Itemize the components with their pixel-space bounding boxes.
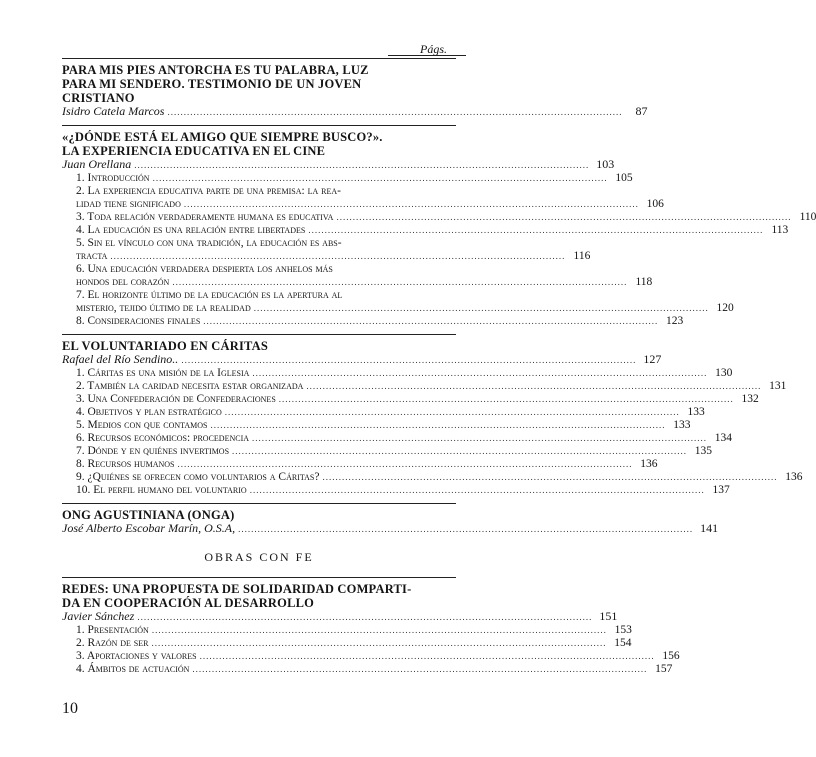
section-title: PARA MIS PIES ANTORCHA ES TU PALABRA, LUZ [62, 63, 369, 77]
entry-row [76, 315, 684, 328]
entry-text: misterio, tejido último de la realidad [76, 302, 251, 314]
author-entry [62, 104, 648, 119]
leader-dots: ............................................................................................................................................ [249, 485, 705, 495]
entry-row [76, 484, 730, 497]
toc-section [62, 577, 680, 676]
page-ref: 103 [596, 157, 615, 171]
section-title: REDES: UNA PROPUESTA DE SOLIDARIDAD COMPARTI- [62, 582, 412, 596]
entry-text: 4. Ámbitos de actuación [76, 663, 190, 675]
page-ref: 116 [573, 250, 591, 262]
entry-text: 4. La educación es una relación entre libertades [76, 224, 306, 236]
entry-row [76, 172, 633, 185]
entry-row [76, 198, 664, 211]
entry-row [76, 302, 734, 315]
page-ref: 127 [643, 352, 662, 366]
entry-text: 2. Razón de ser [76, 637, 149, 649]
entry-text-lead: 5. Sin el vínculo con una tradición, la educación es abs- [76, 237, 342, 249]
page-ref: 110 [799, 211, 816, 223]
leader-dots: ............................................................................................................................................ [199, 651, 655, 661]
page-ref: 118 [635, 276, 653, 288]
toc-section [62, 125, 816, 328]
entry-text: 10. El perfil humano del voluntario [76, 484, 247, 496]
entry-row [76, 432, 733, 445]
leader-dots: ............................................................................................................................................ [278, 394, 734, 404]
entry-row [62, 609, 618, 624]
page-ref: 137 [712, 484, 730, 496]
entry-row [76, 458, 658, 471]
page-ref: 153 [614, 624, 632, 636]
section-title: EL VOLUNTARIADO EN CÁRITAS [62, 339, 269, 353]
entry-text: 3. Toda relación verdaderamente humana es educativa [76, 211, 334, 223]
toc-item [62, 172, 633, 185]
toc-section [62, 503, 719, 536]
page-number: 10 [62, 700, 78, 717]
author-name: José Alberto Escobar Marín, O.S.A, [62, 521, 236, 535]
toc-item [62, 263, 653, 289]
center-heading: OBRAS CON FE [204, 550, 314, 564]
toc-item [62, 380, 787, 393]
toc-item [62, 224, 789, 237]
toc-item [62, 458, 658, 471]
entry-text: 1. Cáritas es una misión de la Iglesia [76, 367, 250, 379]
author-entry [62, 521, 719, 536]
leader-dots: ............................................................................................................................................ [224, 407, 680, 417]
leader-dots: ............................................................................................................................................ [152, 173, 608, 183]
entry-text: lidad tiene significado [76, 198, 181, 210]
entry-text-lead: 6. Una educación verdadera despierta los anhelos más [76, 263, 333, 275]
toc-item [62, 663, 673, 676]
entry-text: 6. Recursos económicos: procedencia [76, 432, 250, 444]
entry-text: 3. Aportaciones y valores [76, 650, 197, 662]
leader-dots: ............................................................................................................................................ [181, 355, 637, 365]
entry-text: 5. Medios con que contamos [76, 419, 208, 431]
entry-row [62, 352, 662, 367]
leader-dots: ............................................................................................................................................ [110, 251, 566, 261]
page-ref: 157 [655, 663, 673, 675]
entry-row [62, 157, 615, 172]
author-name: Rafael del Río Sendino.. [62, 352, 179, 366]
entry-text: tracta [76, 250, 108, 262]
leader-dots: ............................................................................................................................................ [151, 625, 607, 635]
leader-dots: ............................................................................................................................................ [137, 612, 593, 622]
entry-text-lead: 7. El horizonte último de la educación es la apertura al [76, 289, 343, 301]
leader-dots: ............................................................................................................................................ [252, 433, 708, 443]
toc-item [62, 211, 816, 224]
entry-row [76, 224, 789, 237]
toc-item [62, 185, 664, 211]
page-ref: 87 [635, 104, 648, 118]
toc-section [62, 334, 803, 497]
leader-dots: ............................................................................................................................................ [192, 664, 648, 674]
toc-item [62, 406, 705, 419]
toc-item [62, 484, 730, 497]
section-title: DA EN COOPERACIÓN AL DESARROLLO [62, 596, 315, 610]
leader-dots: ............................................................................................................................................ [203, 316, 659, 326]
leader-dots: ............................................................................................................................................ [167, 107, 623, 117]
page-ref: 156 [662, 650, 680, 662]
entry-row [76, 471, 803, 484]
entry-row [76, 445, 713, 458]
table-of-contents [62, 58, 816, 682]
author-name: Juan Orellana [62, 157, 132, 171]
page-ref: 120 [716, 302, 734, 314]
toc-item [62, 624, 632, 637]
toc-item [62, 471, 803, 484]
page-ref: 113 [771, 224, 789, 236]
entry-text: 9. ¿Quiénes se ofrecen como voluntarios a Cáritas? [76, 471, 320, 483]
author-name: Javier Sánchez [62, 609, 135, 623]
entry-row [62, 104, 648, 119]
toc-section [62, 58, 648, 119]
entry-text: 1. Introducción [76, 172, 150, 184]
leader-dots: ............................................................................................................................................ [134, 160, 590, 170]
toc-item [62, 393, 759, 406]
entry-text: 7. Dónde y en quiénes invertimos [76, 445, 230, 457]
entry-text: 8. Consideraciones finales [76, 315, 201, 327]
leader-dots: ............................................................................................................................................ [253, 303, 709, 313]
entry-text: 4. Objetivos y plan estratégico [76, 406, 222, 418]
entry-text: 1. Presentación [76, 624, 149, 636]
page-ref: 132 [741, 393, 759, 405]
toc-item [62, 315, 684, 328]
entry-text: 8. Recursos humanos [76, 458, 175, 470]
author-entry [62, 157, 615, 172]
entry-row [76, 250, 591, 263]
leader-dots: ............................................................................................................................................ [232, 446, 688, 456]
entry-row [76, 406, 705, 419]
sections-group-after [62, 577, 680, 676]
entry-row [62, 521, 719, 536]
entry-row [76, 276, 653, 289]
toc-item [62, 650, 680, 663]
page-ref: 123 [666, 315, 684, 327]
page-ref: 151 [599, 609, 618, 623]
page-ref: 135 [694, 445, 713, 457]
leader-dots: ............................................................................................................................................ [177, 459, 633, 469]
leader-dots: ............................................................................................................................................ [172, 277, 628, 287]
entry-row [76, 380, 787, 393]
section-title: PARA MI SENDERO. TESTIMONIO DE UN JOVEN [62, 77, 362, 91]
page-ref: 136 [785, 471, 803, 483]
entry-text: 2. También la caridad necesita estar organizada [76, 380, 304, 392]
toc-item [62, 367, 733, 380]
leader-dots: ............................................................................................................................................ [238, 524, 694, 534]
entry-row [76, 650, 680, 663]
page-ref: 105 [615, 172, 633, 184]
leader-dots: ............................................................................................................................................ [210, 420, 666, 430]
entry-row [76, 393, 759, 406]
entry-text-lead: 2. La experiencia educativa parte de una premisa: la rea- [76, 185, 341, 197]
section-title: ONG AGUSTINIANA (ONGA) [62, 508, 235, 522]
author-entry [62, 609, 618, 624]
page-column-label: Págs. [420, 42, 447, 56]
page-ref: 154 [614, 637, 632, 649]
page-ref: 131 [769, 380, 787, 392]
section-title: LA EXPERIENCIA EDUCATIVA EN EL CINE [62, 144, 326, 158]
entry-row [76, 419, 691, 432]
page-ref: 106 [646, 198, 664, 210]
entry-row [76, 663, 673, 676]
section-title: «¿DÓNDE ESTÁ EL AMIGO QUE SIEMPRE BUSCO?». [62, 130, 383, 144]
page-ref: 141 [700, 521, 719, 535]
section-title: CRISTIANO [62, 91, 135, 105]
author-name: Isidro Catela Marcos [62, 104, 165, 118]
toc-item [62, 237, 591, 263]
leader-dots: ............................................................................................................................................ [306, 381, 762, 391]
toc-item [62, 432, 733, 445]
toc-item [62, 289, 734, 315]
entry-row [76, 624, 632, 637]
leader-dots: ............................................................................................................................................ [252, 368, 708, 378]
toc-item [62, 445, 713, 458]
page-ref: 130 [715, 367, 733, 379]
leader-dots: ............................................................................................................................................ [151, 638, 607, 648]
page-ref: 134 [714, 432, 733, 444]
sections-group [62, 58, 816, 536]
toc-item [62, 637, 632, 650]
page-ref: 133 [687, 406, 705, 418]
page-ref: 133 [673, 419, 691, 431]
author-entry [62, 352, 662, 367]
entry-row [76, 637, 632, 650]
leader-dots: ............................................................................................................................................ [308, 225, 764, 235]
entry-text: 3. Una Confederación de Confederaciones [76, 393, 276, 405]
leader-dots: ............................................................................................................................................ [183, 199, 639, 209]
leader-dots: ............................................................................................................................................ [322, 472, 778, 482]
page-ref: 136 [640, 458, 658, 470]
toc-item [62, 419, 691, 432]
entry-row [76, 211, 816, 224]
leader-dots: ............................................................................................................................................ [336, 212, 792, 222]
header-rule [388, 55, 466, 56]
entry-text: hondos del corazón [76, 276, 170, 288]
entry-row [76, 367, 733, 380]
